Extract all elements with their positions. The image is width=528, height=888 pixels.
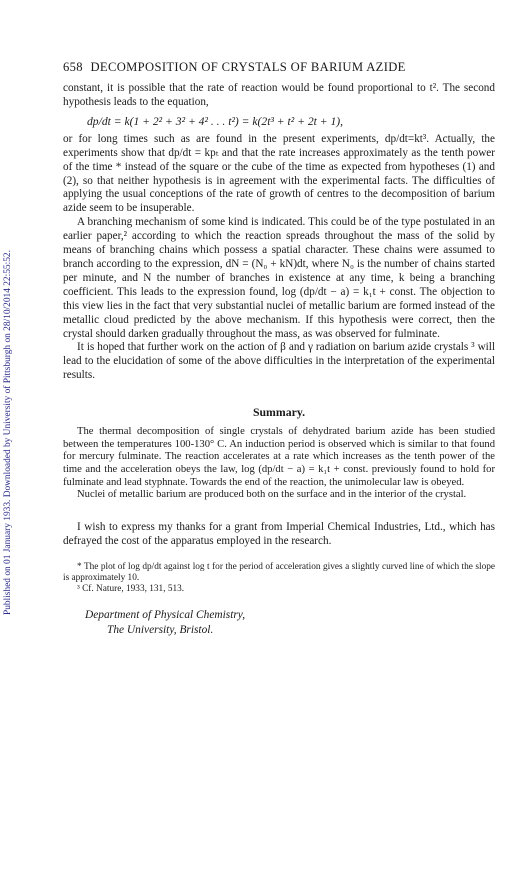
body-paragraph-1: constant, it is possible that the rate of reaction would be found proportional to t². The second hypothesis leads to the equation, [63,82,495,108]
rate-equation: dp/dt = k(1 + 2² + 3² + 4² . . . t²) = k(2t³ + t² + 2t + 1), [87,114,344,128]
running-title: DECOMPOSITION OF CRYSTALS OF BARIUM AZIDE [90,60,406,74]
summary-paragraph-1: The thermal decomposition of single crystals of dehydrated barium azide has been studied between the temperatures 100-130° C. An induction period is observed which is similar to that found for mercury fulminate. The reaction accelerates at a rate which increases as the tenth power of the time and the acceleration obeys the law, log (dp/dt − a) = k₁t + const. previously found to hold for fulminate and lead styphnate. Towards the end of the reaction, the unimolecular law is obeyed. [63,426,495,488]
publication-stamp [3,145,17,615]
affiliation-university: The University, Bristol. [107,623,214,636]
summary-paragraph-2: Nuclei of metallic barium are produced both on the surface and in the interior of the crystal. [77,489,467,501]
body-paragraph-3: A branching mechanism of some kind is indicated. This could be of the type postulated in an earlier paper,² according to which the reaction spreads throughout the mass of the solid by means of branching chains which possess a spatial character. These chains were assumed to branch according to the expression, dN = (N₀ + kN)dt, where N₀ is the number of chains started per minute, and N the number of branches in existence at any time, k being a branching coefficient. This leads to the expression found, log (dp/dt − a) = k₁t + const. The objection to this view lies in the fact that very substantial nuclei of metallic barium are formed instead of the metallic cloud predicted by the above mechanism. If this hypothesis were correct, then the crystal should darken gradually throughout the mass, as was observed for fulminate. [63,216,495,340]
summary-heading: Summary. [252,405,306,420]
author-affiliation [63,608,495,636]
acknowledgement: I wish to express my thanks for a grant from Imperial Chemical Industries, Ltd., which has defrayed the cost of the apparatus employed in the research. [63,520,495,547]
footnotes [63,562,495,596]
page-number: 658 [63,60,83,74]
summary-section [63,426,495,502]
body-paragraph-4: It is hoped that further work on the action of β and γ radiation on barium azide crystals ³ will lead to the elucidation of some of the above difficulties in the interpretation of the experimental results. [63,341,495,382]
publication-stamp-text: Published on 01 January 1933. Downloaded by University of Pittsburgh on 28/10/2014 22:55:52. [3,250,13,615]
body-paragraph-2: or for long times such as are found in the present experiments, dp/dt=kt³. Actually, the experiments show that dp/dt = kpₜ and that the rate increases approximately as the tenth power of the time * instead of the square or the cube of the time as expected from hypotheses (1) and (2), so that neither hypothesis is in agreement with the experimental facts. The difficulties of applying the usual conceptions of the rate of growth of centres to the decomposition of barium azide seem to be insuperable. [63,132,495,215]
footnote-star: * The plot of log dp/dt against log t for the period of acceleration gives a slightly curved line of which the slope is approximately 10. [63,561,495,583]
affiliation-department: Department of Physical Chemistry, [85,609,246,622]
footnote-3: ³ Cf. Nature, 1933, 131, 513. [77,584,185,595]
journal-page [63,60,495,637]
running-head [63,60,495,75]
